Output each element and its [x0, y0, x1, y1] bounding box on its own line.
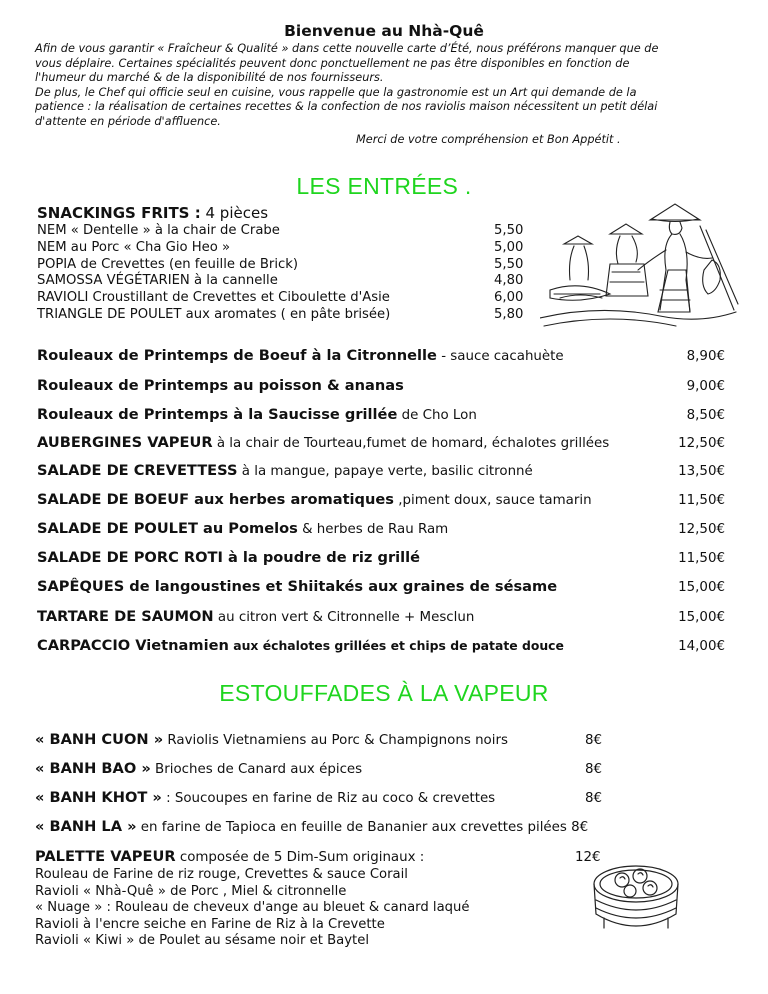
dish-name: SALADE DE PORC ROTI à la poudre de riz grillé [37, 549, 421, 566]
menu-row [35, 818, 588, 835]
thanks-note: Merci de votre compréhension et Bon Appétit . [356, 133, 621, 146]
dish-desc: ,piment doux, sauce tamarin [393, 493, 592, 508]
palette-items [35, 867, 470, 950]
dish-desc: Brioches de Canard aux épices [150, 762, 363, 777]
dish-name: « BANH LA » [35, 818, 137, 835]
page-title: Bienvenue au Nhà-Quê [284, 22, 484, 40]
intro-text [35, 42, 735, 130]
snack-price: 5,80 [494, 306, 524, 322]
dish-name: Rouleaux de Printemps au poisson & ananas [37, 377, 404, 394]
snacking-items [37, 223, 390, 324]
section-title-vapeur: ESTOUFFADES À LA VAPEUR [219, 680, 549, 706]
dish-price: 11,50€ [678, 493, 725, 508]
palette-title: PALETTE VAPEUR [35, 848, 176, 865]
menu-row [37, 520, 448, 537]
menu-row [37, 462, 533, 479]
intro-line: patience : la réalisation de certaines recettes & la confection de nos raviolis maison nécessitent un petit délai [35, 100, 658, 114]
menu-row [35, 789, 495, 806]
dish-desc: : Soucoupes en farine de Riz au coco & crevettes [161, 791, 496, 806]
dish-name: SALADE DE BOEUF aux herbes aromatiques [37, 491, 394, 508]
dish-price: 12,50€ [678, 436, 725, 451]
menu-row [37, 377, 404, 394]
palette-heading [35, 848, 424, 865]
dish-desc: à la mangue, papaye verte, basilic citronné [237, 464, 533, 479]
snacking-heading [37, 204, 268, 222]
dish-price: 8€ [585, 762, 603, 777]
dish-price: 8€ [585, 733, 603, 748]
dish-name: CARPACCIO Vietnamien [37, 637, 229, 654]
dish-name: AUBERGINES VAPEUR [37, 434, 213, 451]
snack-price: 5,50 [494, 256, 524, 272]
dish-desc: & herbes de Rau Ram [297, 522, 449, 537]
intro-line: d'attente en période d'affluence. [35, 114, 221, 128]
dish-name: « BANH BAO » [35, 760, 151, 777]
dish-desc: Raviolis Vietnamiens au Porc & Champignons noirs [163, 733, 508, 748]
dish-price: 11,50€ [678, 551, 725, 566]
menu-row [37, 434, 609, 451]
snack-price: 5,50 [494, 223, 524, 238]
palette-item: Ravioli « Kiwi » de Poulet au sésame noir et Baytel [35, 933, 369, 949]
palette-note: composée de 5 Dim-Sum originaux : [175, 850, 425, 865]
market-vendors-sketch-icon [540, 200, 740, 332]
dish-name: SALADE DE POULET au Pomelos [37, 520, 298, 537]
dish-name: Rouleaux de Printemps de Boeuf à la Citronnelle [37, 347, 437, 364]
dish-price: 8,50€ [686, 408, 725, 423]
menu-row [35, 731, 508, 748]
menu-row [37, 347, 564, 364]
snacking-prices [494, 223, 523, 324]
dish-price: 9,00€ [686, 379, 725, 394]
dish-price: 12,50€ [678, 522, 725, 537]
snacking-heading-note: 4 pièces [200, 204, 269, 222]
snack-item: POPIA de Crevettes (en feuille de Brick) [37, 256, 299, 272]
dish-name: « BANH KHOT » [35, 789, 162, 806]
intro-line: l'humeur du marché & de la disponibilité de nos fournisseurs. [35, 71, 384, 85]
dish-desc: aux échalotes grillées et chips de patate douce [228, 638, 564, 653]
snack-price: 4,80 [494, 273, 524, 289]
dish-price: 8,90€ [686, 349, 725, 364]
intro-line: Afin de vous garantir « Fraîcheur & Qualité » dans cette nouvelle carte d’Été, nous préférons manquer que de [35, 42, 659, 55]
dish-price: 14,00€ [678, 639, 725, 654]
dish-desc: - sauce cacahuète [436, 349, 564, 364]
snack-item: NEM au Porc « Cha Gio Heo » [37, 239, 231, 255]
dish-desc: au citron vert & Citronnelle + Mesclun [213, 610, 475, 625]
snack-price: 5,00 [494, 239, 524, 255]
dish-name: « BANH CUON » [35, 731, 164, 748]
palette-price: 12€ [575, 850, 601, 865]
dish-price: 15,00€ [678, 580, 725, 595]
intro-line: De plus, le Chef qui officie seul en cuisine, vous rappelle que la gastronomie est un Art qui demande de la [35, 85, 637, 99]
dish-desc: en farine de Tapioca en feuille de Bananier aux crevettes pilées 8€ [136, 820, 589, 835]
section-title-entrees: LES ENTRÉES . [296, 173, 472, 199]
dish-price: 13,50€ [678, 464, 725, 479]
bamboo-steamer-sketch-icon [590, 858, 682, 940]
dish-price: 8€ [585, 791, 603, 806]
menu-row [37, 491, 592, 508]
palette-item: Rouleau de Farine de riz rouge, Crevettes & sauce Corail [35, 867, 408, 882]
snack-item: NEM « Dentelle » à la chair de Crabe [37, 223, 280, 238]
snacking-heading-bold: SNACKINGS FRITS : [37, 204, 201, 222]
dish-desc: de Cho Lon [397, 408, 477, 423]
dish-name: TARTARE DE SAUMON [37, 608, 214, 625]
palette-item: « Nuage » : Rouleau de cheveux d'ange au bleuet & canard laqué [35, 900, 470, 916]
intro-line: vous déplaire. Certaines spécialités peuvent donc ponctuellement ne pas être disponibles en fonction de [35, 56, 630, 70]
snack-item: SAMOSSA VÉGÉTARIEN à la cannelle [37, 273, 278, 289]
menu-row [35, 760, 362, 777]
dish-desc: à la chair de Tourteau,fumet de homard, échalotes grillées [212, 436, 610, 451]
menu-row [37, 549, 420, 566]
dish-name: SAPÊQUES de langoustines et Shiitakés aux graines de sésame [37, 578, 558, 595]
menu-row [37, 637, 564, 654]
snack-price: 6,00 [494, 290, 524, 306]
palette-item: Ravioli « Nhà-Quê » de Porc , Miel & citronnelle [35, 883, 347, 899]
snack-item: TRIANGLE DE POULET aux aromates ( en pâte brisée) [37, 306, 391, 322]
dish-name: Rouleaux de Printemps à la Saucisse grillée [37, 406, 398, 423]
snack-item: RAVIOLI Croustillant de Crevettes et Ciboulette d'Asie [37, 290, 390, 306]
menu-row [37, 608, 474, 625]
dish-price: 15,00€ [678, 610, 725, 625]
palette-item: Ravioli à l'encre seiche en Farine de Riz à la Crevette [35, 916, 385, 932]
dish-name: SALADE DE CREVETTESS [37, 462, 238, 479]
menu-row [37, 578, 557, 595]
menu-row [37, 406, 477, 423]
